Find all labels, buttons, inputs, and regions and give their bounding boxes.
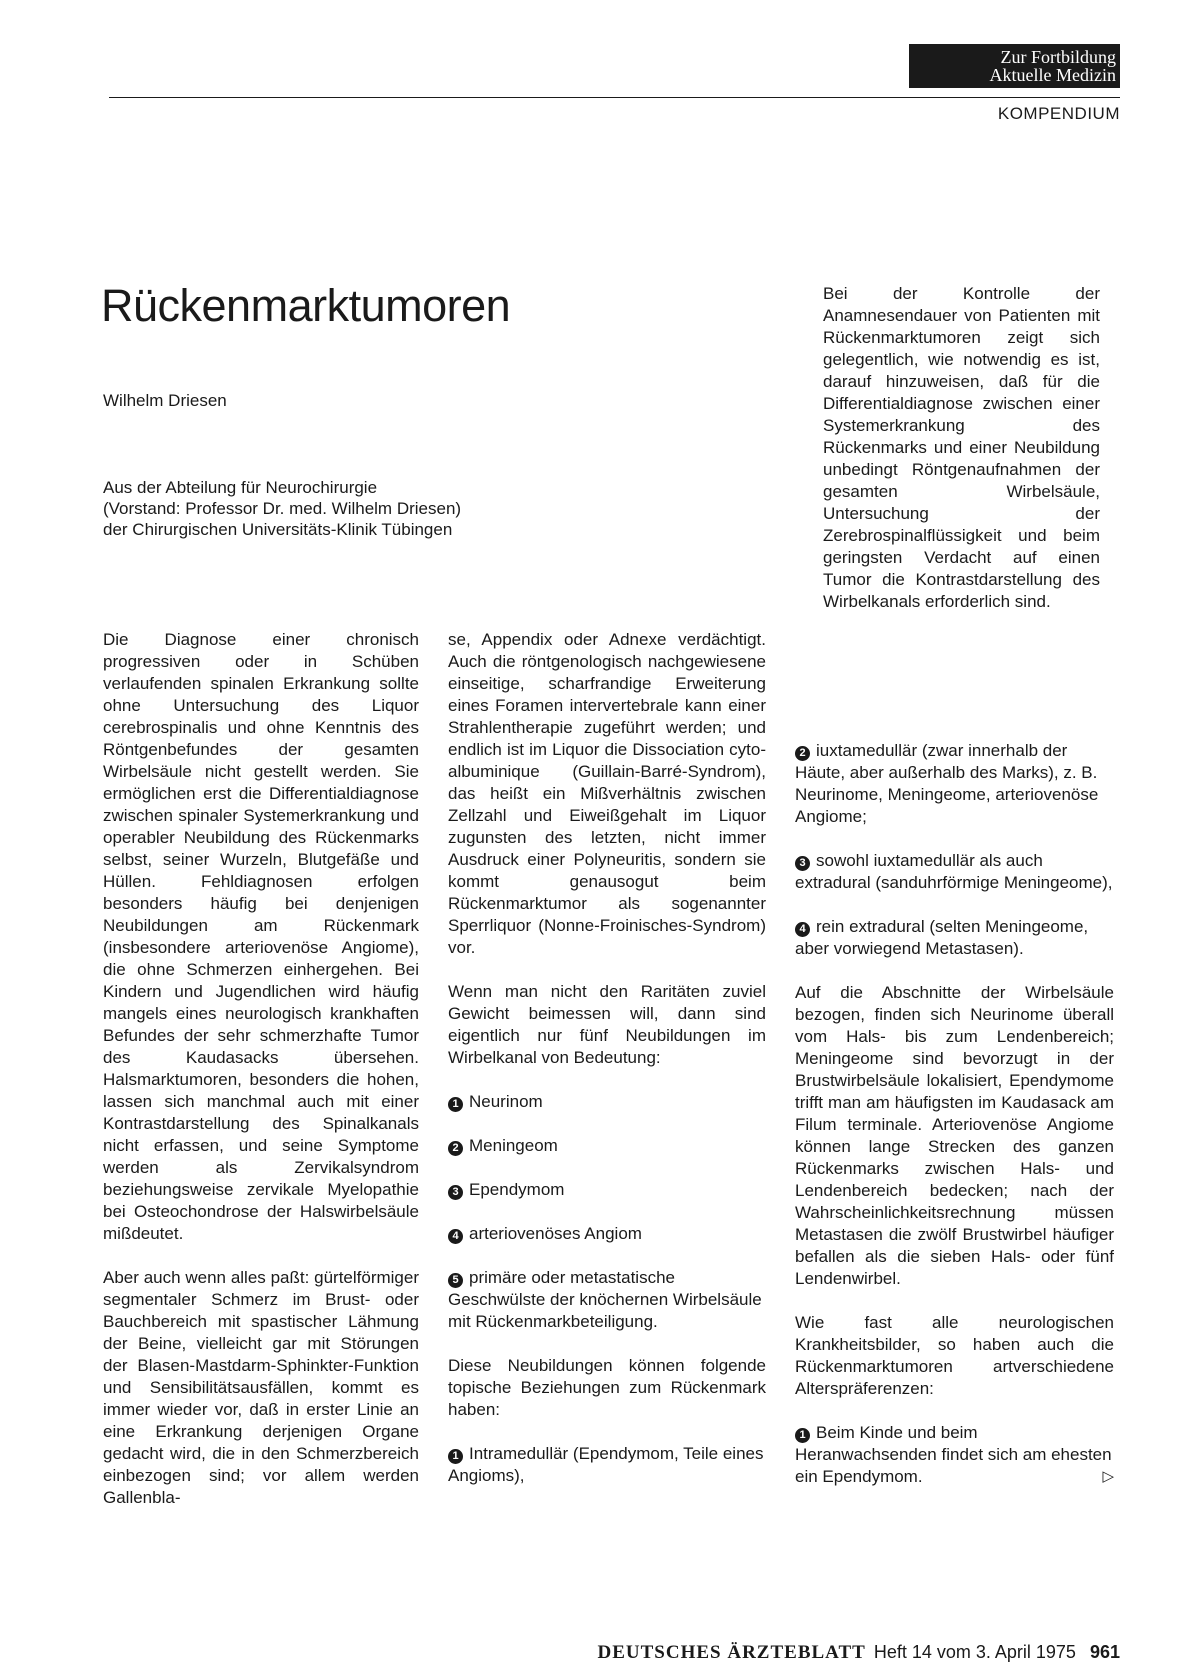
age-item	[795, 1422, 1114, 1488]
page-footer	[598, 1642, 1120, 1664]
paragraph: Diese Neubildungen können folgende topische Beziehungen zum Rückenmark haben:	[448, 1356, 766, 1419]
paragraph: Wie fast alle neurologischen Krankheitsbilder, so haben auch die Rückenmarktumoren artverschiedene Alterspräferenzen:	[795, 1313, 1114, 1398]
journal-name: DEUTSCHES ÄRZTEBLATT	[597, 1642, 866, 1663]
paragraph: Auf die Abschnitte der Wirbelsäule bezogen, finden sich Neurinome überall vom Hals- bis zum Lendenbereich; Meningeome sind bevorzugt in der Brustwirbelsäule lokalisiert, Ependymome trifft man am häufigsten im Kaudasack am Filum terminale. Arteriovenöse Angiome können lange Strecken des ganzen Rückenmarks zwischen Hals- und Lendenbereich bedecken; nach der Wahrscheinlichkeitsrechnung müssen Metastasen die zwölf Brustwirbel häufiger befallen als die sieben Hals- oder fünf Lendenwirbel.	[795, 983, 1114, 1288]
number-badge: 1	[448, 1097, 463, 1112]
number-badge: 2	[448, 1141, 463, 1156]
section-label-line2: Aktuelle Medizin	[989, 65, 1116, 85]
relation-item	[448, 1443, 766, 1487]
tumor-type-item	[448, 1091, 766, 1113]
list-item-text: arteriovenöses Angiom	[469, 1224, 642, 1243]
list-item-text: sowohl iuxtamedullär als auch extradural (sanduhrförmige Meningeome),	[795, 851, 1113, 892]
continue-arrow-icon: ▷	[1102, 1468, 1114, 1485]
abstract-text: Bei der Kontrolle der Anamnesendauer von Patienten mit Rückenmarktumoren zeigt sich gelegentlich, wie notwendig es ist, darauf hinzuweisen, daß für die Differentialdiagnose zwischen einer Systemerkrankung des Rückenmarks und einer Neubildung unbedingt Röntgenaufnahmen der gesamten Wirbelsäule, Untersuchung der Zerebrospinalflüssigkeit und beim geringsten Verdacht auf einen Tumor die Kontrastdarstellung des Wirbelkanals erforderlich sind.	[823, 284, 1100, 611]
list-item-text: iuxtamedullär (zwar innerhalb der Häute, aber außerhalb des Marks), z. B. Neurinome, Meningeome, arteriovenöse Angiome;	[795, 741, 1099, 826]
page-number: 961	[1089, 1642, 1120, 1662]
tumor-type-item	[448, 1179, 766, 1201]
relation-item	[795, 740, 1114, 828]
tumor-type-item	[448, 1135, 766, 1157]
article-affiliation	[103, 477, 663, 540]
issue-info: Heft 14 vom 3. April 1975	[873, 1642, 1076, 1662]
list-item-text: Ependymom	[469, 1180, 565, 1199]
number-badge: 3	[448, 1185, 463, 1200]
paragraph: se, Appendix oder Adnexe verdächtigt. Auch die röntgenologisch nachgewiesene einseitige, scharfrandige Erweiterung eines Foramen intervertebrale kann einer Strahlentherapie zugeführt werden; und endlich ist im Liquor die Dissociation cyto-albuminique (Guillain-Barré-Syndrom), das heißt ein Mißverhältnis zwischen Zellzahl und Eiweißgehalt im Liquor zugunsten des letzten, nicht immer Ausdruck einer Polyneuritis, sondern sie kommt genausogut beim Rückenmarktumor als sogenannter Sperrliquor (Nonne-Froinisches-Syndrom) vor.	[448, 630, 766, 957]
body-column-1	[103, 629, 419, 1509]
relation-item	[795, 850, 1114, 894]
tumor-type-item	[448, 1223, 766, 1245]
number-badge: 4	[448, 1229, 463, 1244]
header-rule	[109, 97, 1120, 98]
paragraph: Aber auch wenn alles paßt: gürtelförmiger segmentaler Schmerz im Brust- oder Bauchbereich mit spastischer Lähmung der Beine, vielleicht gar mit Störungen der Blasen-Mastdarm-Sphinkter-Funktion und Sensibilitätsausfällen, kommt es immer wieder vor, daß in erster Linie an eine Erkrankung derjenigen Organe gedacht wird, die in den Schmerzbereich einbezogen sind; vor allem werden Gallenbla-	[103, 1268, 419, 1507]
affiliation-line: der Chirurgischen Universitäts-Klinik Tübingen	[103, 520, 453, 539]
number-badge: 1	[795, 1428, 810, 1443]
number-badge: 5	[448, 1273, 463, 1288]
body-column-3	[795, 740, 1114, 1510]
list-item-text: primäre oder metastatische Geschwülste der knöchernen Wirbelsäule mit Rückenmarkbeteiligung.	[448, 1268, 762, 1331]
section-label	[909, 44, 1120, 88]
number-badge: 3	[795, 856, 810, 871]
category-label: KOMPENDIUM	[997, 104, 1120, 123]
affiliation-line: (Vorstand: Professor Dr. med. Wilhelm Driesen)	[103, 499, 462, 518]
list-item-text: Neurinom	[469, 1092, 543, 1111]
affiliation-line: Aus der Abteilung für Neurochirurgie	[103, 478, 378, 497]
list-item-text: Beim Kinde und beim Heranwachsenden findet sich am ehesten ein Ependymom.	[795, 1423, 1112, 1486]
list-item-text: rein extradural (selten Meningeome, aber vorwiegend Metastasen).	[795, 917, 1089, 958]
relation-item	[795, 916, 1114, 960]
article-title: Rückenmarktumoren	[101, 280, 511, 332]
number-badge: 1	[448, 1449, 463, 1464]
section-label-line1: Zur Fortbildung	[1000, 47, 1116, 67]
paragraph: Die Diagnose einer chronisch progressiven oder in Schüben verlaufenden spinalen Erkrankung sollte ohne Untersuchung des Liquor cerebrospinalis und ohne Kenntnis des Röntgenbefundes der gesamten Wirbelsäule nicht gestellt werden. Sie ermöglichen erst die Differentialdiagnose zwischen spinaler Systemerkrankung und operabler Neubildung des Rückenmarks selbst, seiner Wurzeln, Blutgefäße und Hüllen. Fehldiagnosen erfolgen besonders häufig bei denjenigen Neubildungen am Rückenmark (insbesondere arteriovenöse Angiome), die ohne Schmerzen einhergehen. Bei Kindern und Jugendlichen wird häufig mangels eines neurologisch krankhaften Befundes der sehr schmerzhafte Tumor des Kaudasacks übersehen. Halsmarktumoren, besonders die hohen, lassen sich manchmal auch mit einer Kontrastdarstellung des Spinalkanals nicht erfassen, und seine Symptome werden als Zervikalsyndrom beziehungsweise zervikale Myelopathie bei Osteochondrose der Halswirbelsäule mißdeutet.	[103, 630, 419, 1243]
paragraph: Wenn man nicht den Raritäten zuviel Gewicht beimessen will, dann sind eigentlich nur fünf Neubildungen im Wirbelkanal von Bedeutung:	[448, 982, 766, 1067]
article-author: Wilhelm Driesen	[103, 391, 227, 410]
list-item-text: Intramedullär (Ependymom, Teile eines Angioms),	[448, 1444, 764, 1485]
list-item-text: Meningeom	[469, 1136, 558, 1155]
number-badge: 2	[795, 746, 810, 761]
number-badge: 4	[795, 922, 810, 937]
abstract	[823, 283, 1100, 613]
tumor-type-item	[448, 1267, 766, 1333]
body-column-2	[448, 629, 766, 1509]
